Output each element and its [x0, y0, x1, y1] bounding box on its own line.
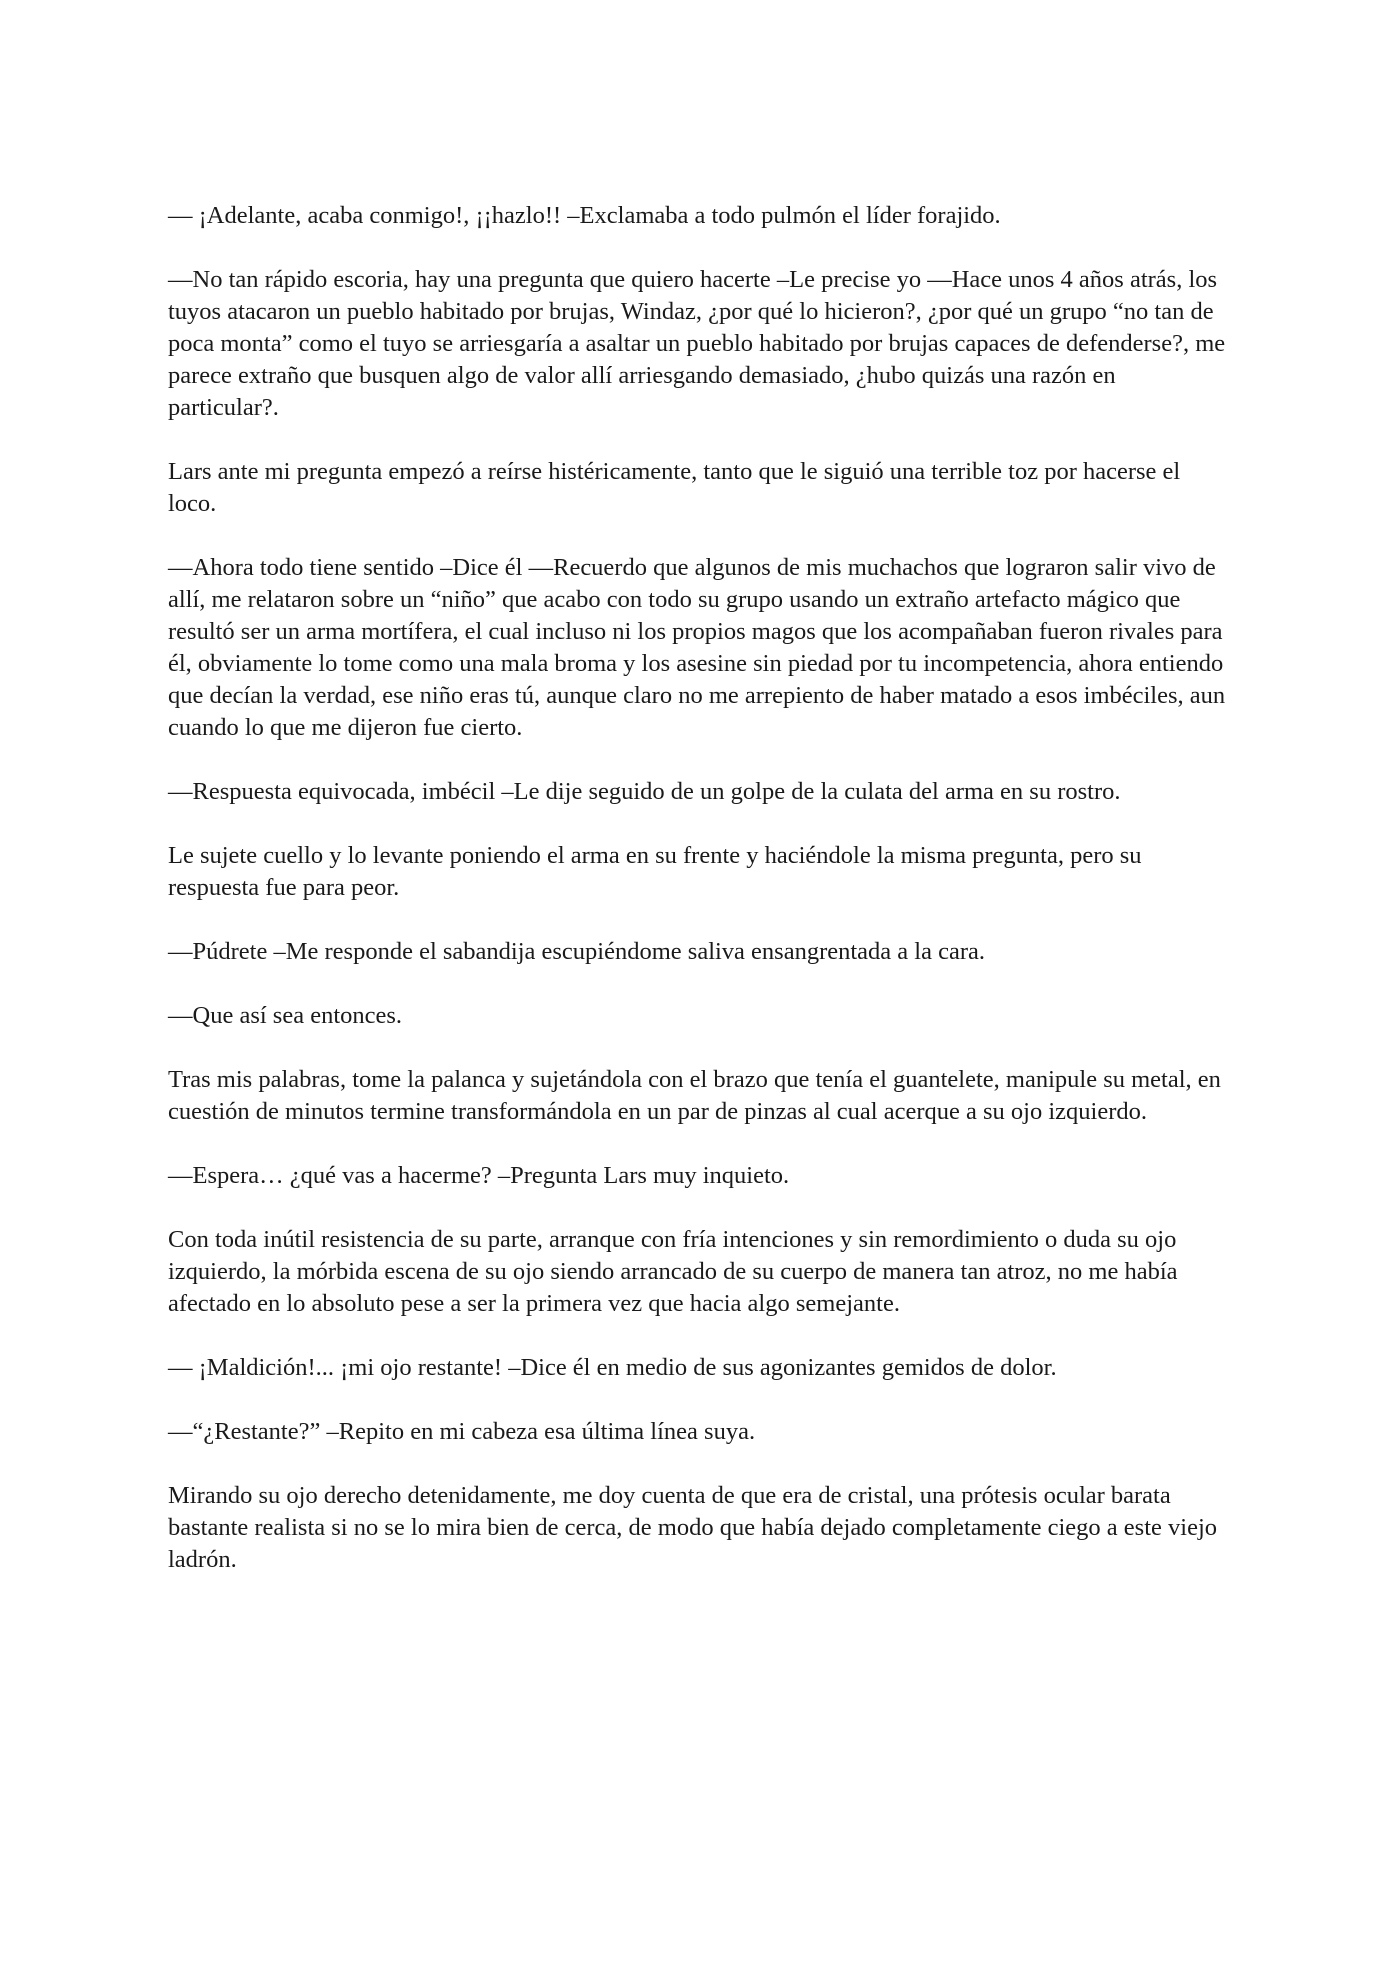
paragraph-3: Lars ante mi pregunta empezó a reírse histéricamente, tanto que le siguió una terrible toz por hacerse el loco.: [168, 458, 1181, 517]
paragraph-8: —Que así sea entonces.: [168, 1002, 403, 1029]
paragraph-4: —Ahora todo tiene sentido –Dice él —Recuerdo que algunos de mis muchachos que lograron salir vivo de allí, me relataron sobre un “niño” que acabo con todo su grupo usando un extraño artefacto mágico que resultó ser un arma mortífera, el cual incluso ni los propios magos que los acompañaban fueron rivales para él, obviamente lo tome como una mala broma y los asesine sin piedad por tu incompetencia, ahora entiendo que decían la verdad, ese niño eras tú, aunque claro no me arrepiento de haber matado a esos imbéciles, aun cuando lo que me dijeron fue cierto.: [168, 554, 1226, 741]
paragraph-6: Le sujete cuello y lo levante poniendo el arma en su frente y haciéndole la misma pregunta, pero su respuesta fue para peor.: [168, 842, 1142, 901]
paragraph-1: — ¡Adelante, acaba conmigo!, ¡¡hazlo!! –Exclamaba a todo pulmón el líder forajido.: [168, 202, 1001, 229]
document-page: [168, 200, 1232, 1608]
paragraph-13: —“¿Restante?” –Repito en mi cabeza esa última línea suya.: [168, 1418, 756, 1445]
paragraph-12: — ¡Maldición!... ¡mi ojo restante! –Dice él en medio de sus agonizantes gemidos de dolor.: [168, 1354, 1057, 1381]
paragraph-9: Tras mis palabras, tome la palanca y sujetándola con el brazo que tenía el guantelete, manipule su metal, en cuestión de minutos termine transformándola en un par de pinzas al cual acerque a su ojo izquierdo.: [168, 1066, 1221, 1125]
paragraph-10: —Espera… ¿qué vas a hacerme? –Pregunta Lars muy inquieto.: [168, 1162, 790, 1189]
paragraph-14: Mirando su ojo derecho detenidamente, me doy cuenta de que era de cristal, una prótesis ocular barata bastante realista si no se lo mira bien de cerca, de modo que había dejado completamente ciego a este viejo ladrón.: [168, 1482, 1218, 1573]
paragraph-2: —No tan rápido escoria, hay una pregunta que quiero hacerte –Le precise yo —Hace unos 4 años atrás, los tuyos atacaron un pueblo habitado por brujas, Windaz, ¿por qué lo hicieron?, ¿por qué un grupo “no tan de poca monta” como el tuyo se arriesgaría a asaltar un pueblo habitado por brujas capaces de defenderse?, me parece extraño que busquen algo de valor allí arriesgando demasiado, ¿hubo quizás una razón en particular?.: [168, 266, 1226, 421]
paragraph-11: Con toda inútil resistencia de su parte, arranque con fría intenciones y sin remordimiento o duda su ojo izquierdo, la mórbida escena de su ojo siendo arrancado de su cuerpo de manera tan atroz, no me había afectado en lo absoluto pese a ser la primera vez que hacia algo semejante.: [168, 1226, 1178, 1317]
paragraph-7: —Púdrete –Me responde el sabandija escupiéndome saliva ensangrentada a la cara.: [168, 938, 986, 965]
paragraph-5: —Respuesta equivocada, imbécil –Le dije seguido de un golpe de la culata del arma en su rostro.: [168, 778, 1121, 805]
